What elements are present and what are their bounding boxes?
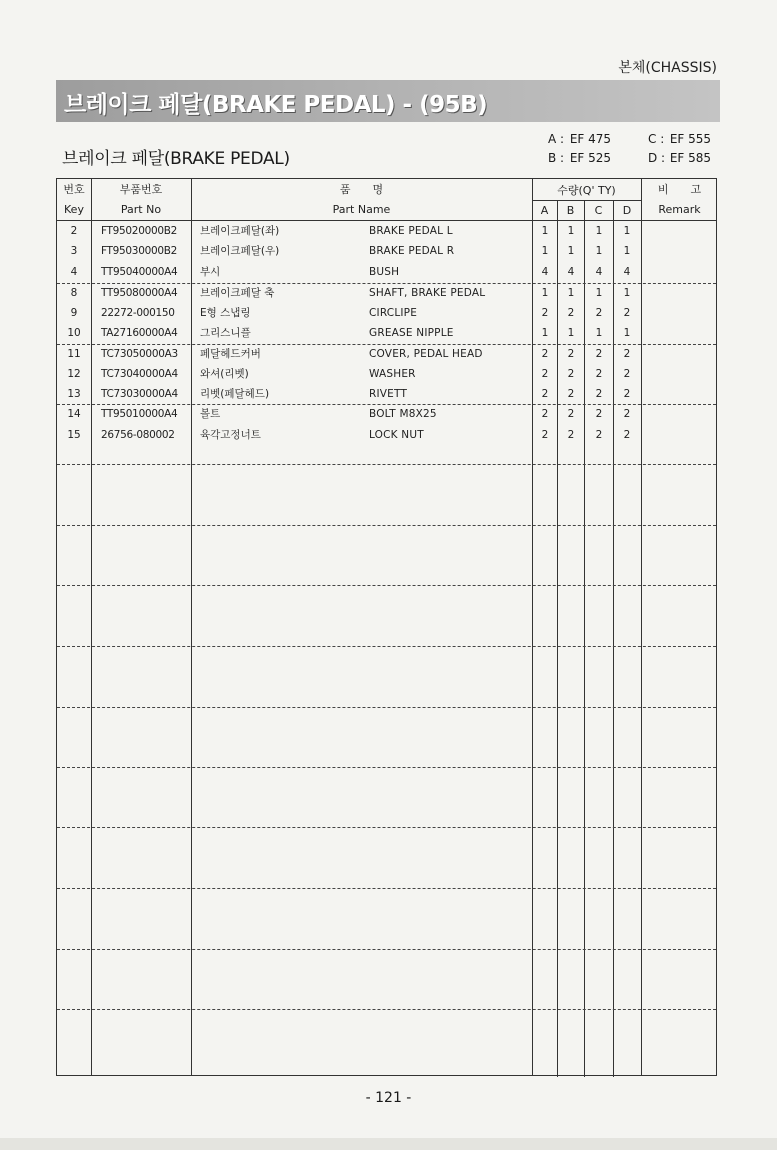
header-partno-kr: 부품번호 — [119, 183, 163, 196]
row-qty-c: 1 — [595, 287, 603, 299]
row-name-en: SHAFT, BRAKE PEDAL — [369, 287, 486, 299]
model-entry: C : EF 555 — [648, 132, 712, 146]
row-name-kr: 브레이크페달 축 — [200, 287, 275, 299]
row-part-no: 22272-000150 — [101, 307, 175, 319]
row-qty-d: 2 — [623, 429, 631, 441]
title-bar — [56, 80, 720, 122]
row-qty-d: 1 — [623, 327, 631, 339]
row-name-en: CIRCLIPE — [369, 307, 418, 319]
row-qty-a: 1 — [541, 225, 549, 237]
row-qty-c: 2 — [595, 429, 603, 441]
row-qty-b: 2 — [567, 348, 575, 360]
row-name-en: BOLT M8X25 — [369, 408, 437, 420]
row-name-en: BUSH — [369, 266, 400, 278]
row-qty-d: 2 — [623, 307, 631, 319]
row-qty-c: 2 — [595, 368, 603, 380]
row-name-kr: 육각고정너트 — [200, 429, 261, 441]
row-qty-a: 2 — [541, 408, 549, 420]
header-name-en: Part Name — [332, 203, 391, 216]
row-name-kr: 리벳(페달헤드) — [200, 388, 270, 400]
row-name-kr: 부시 — [200, 266, 221, 278]
row-group-separator — [57, 949, 716, 950]
header-qty-c: C — [594, 204, 603, 217]
row-name-en: GREASE NIPPLE — [369, 327, 454, 339]
row-part-no: TC73040000A4 — [101, 368, 178, 380]
row-part-no: TT95010000A4 — [101, 408, 178, 420]
row-qty-b: 2 — [567, 408, 575, 420]
model-entry: A : EF 475 — [548, 132, 612, 146]
column-divider — [584, 201, 585, 1077]
row-qty-b: 2 — [567, 368, 575, 380]
header-key-en: Key — [64, 203, 84, 216]
row-qty-d: 1 — [623, 245, 631, 257]
row-name-en: RIVETT — [369, 388, 408, 400]
row-qty-d: 1 — [623, 287, 631, 299]
row-group-separator — [57, 888, 716, 889]
header-qty-a: A — [540, 204, 549, 217]
row-qty-b: 2 — [567, 307, 575, 319]
row-part-no: 26756-080002 — [101, 429, 175, 441]
row-group-separator — [57, 827, 716, 828]
row-name-en: COVER, PEDAL HEAD — [369, 348, 483, 360]
row-key: 8 — [70, 287, 78, 299]
model-list-left — [548, 130, 611, 168]
row-qty-d: 1 — [623, 225, 631, 237]
row-qty-c: 2 — [595, 307, 603, 319]
row-qty-b: 1 — [567, 327, 575, 339]
row-qty-b: 4 — [567, 266, 575, 278]
row-qty-d: 2 — [623, 348, 631, 360]
row-key: 13 — [67, 388, 81, 400]
row-qty-a: 4 — [541, 266, 549, 278]
page-title: 브레이크 페달(BRAKE PEDAL) - (95B) — [64, 92, 488, 118]
row-group-separator — [57, 464, 716, 465]
row-qty-a: 1 — [541, 287, 549, 299]
row-part-no: FT95030000B2 — [101, 245, 177, 257]
header-remark-kr: 비 고 — [657, 183, 702, 196]
row-key: 10 — [67, 327, 81, 339]
row-name-kr: 그리스니플 — [200, 327, 251, 339]
row-part-no: TC73050000A3 — [101, 348, 178, 360]
row-key: 9 — [70, 307, 78, 319]
row-qty-b: 1 — [567, 245, 575, 257]
row-qty-a: 2 — [541, 307, 549, 319]
row-qty-d: 2 — [623, 368, 631, 380]
header-name-kr: 품 명 — [339, 183, 384, 196]
column-divider — [641, 179, 642, 1075]
row-part-no: TA27160000A4 — [101, 327, 178, 339]
row-name-kr: E형 스냅링 — [200, 307, 251, 319]
row-qty-b: 1 — [567, 287, 575, 299]
row-name-en: BRAKE PEDAL R — [369, 245, 455, 257]
row-name-kr: 페달헤드커버 — [200, 348, 261, 360]
column-divider — [91, 179, 92, 1075]
row-name-en: WASHER — [369, 368, 416, 380]
row-qty-c: 1 — [595, 327, 603, 339]
header-qty-d: D — [622, 204, 632, 217]
row-key: 4 — [70, 266, 78, 278]
row-qty-a: 2 — [541, 368, 549, 380]
row-part-no: FT95020000B2 — [101, 225, 177, 237]
row-part-no: TC73030000A4 — [101, 388, 178, 400]
row-qty-b: 2 — [567, 388, 575, 400]
model-entry: B : EF 525 — [548, 151, 612, 165]
row-qty-b: 2 — [567, 429, 575, 441]
row-group-separator — [57, 707, 716, 708]
row-group-separator — [57, 1009, 716, 1010]
model-list-right — [648, 130, 711, 168]
parts-table — [56, 178, 717, 1076]
row-key: 12 — [67, 368, 81, 380]
section-label: 본체(CHASSIS) — [618, 60, 717, 76]
row-qty-c: 4 — [595, 266, 603, 278]
model-entry: D : EF 585 — [648, 151, 712, 165]
row-group-separator — [57, 646, 716, 647]
row-qty-a: 2 — [541, 429, 549, 441]
row-qty-c: 2 — [595, 388, 603, 400]
row-key: 14 — [67, 408, 81, 420]
row-qty-a: 2 — [541, 388, 549, 400]
row-qty-a: 2 — [541, 348, 549, 360]
row-qty-d: 2 — [623, 408, 631, 420]
row-qty-c: 2 — [595, 348, 603, 360]
header-partno-en: Part No — [120, 203, 162, 216]
row-qty-d: 4 — [623, 266, 631, 278]
row-group-separator — [57, 767, 716, 768]
row-part-no: TT95040000A4 — [101, 266, 178, 278]
row-name-kr: 브레이크페달(우) — [200, 245, 280, 257]
row-group-separator — [57, 585, 716, 586]
row-key: 2 — [70, 225, 78, 237]
row-key: 15 — [67, 429, 81, 441]
row-name-en: LOCK NUT — [369, 429, 424, 441]
row-key: 3 — [70, 245, 78, 257]
row-qty-a: 1 — [541, 327, 549, 339]
row-qty-a: 1 — [541, 245, 549, 257]
row-qty-b: 1 — [567, 225, 575, 237]
row-qty-c: 1 — [595, 225, 603, 237]
row-name-kr: 와셔(리벳) — [200, 368, 249, 380]
row-group-separator — [57, 525, 716, 526]
subtitle: 브레이크 페달(BRAKE PEDAL) — [62, 149, 290, 169]
row-name-kr: 브레이크페달(좌) — [200, 225, 280, 237]
page-edge — [0, 1138, 777, 1150]
qty-header-divider — [532, 200, 641, 201]
row-key: 11 — [67, 348, 81, 360]
header-qty: 수량(Q' TY) — [557, 184, 616, 197]
header-key-kr: 번호 — [63, 183, 85, 196]
header-remark-en: Remark — [658, 203, 701, 216]
row-name-en: BRAKE PEDAL L — [369, 225, 453, 237]
page-number: - 121 - — [365, 1090, 412, 1106]
row-part-no: TT95080000A4 — [101, 287, 178, 299]
row-qty-d: 2 — [623, 388, 631, 400]
row-qty-c: 1 — [595, 245, 603, 257]
header-qty-b: B — [566, 204, 575, 217]
row-name-kr: 볼트 — [200, 408, 221, 420]
row-qty-c: 2 — [595, 408, 603, 420]
